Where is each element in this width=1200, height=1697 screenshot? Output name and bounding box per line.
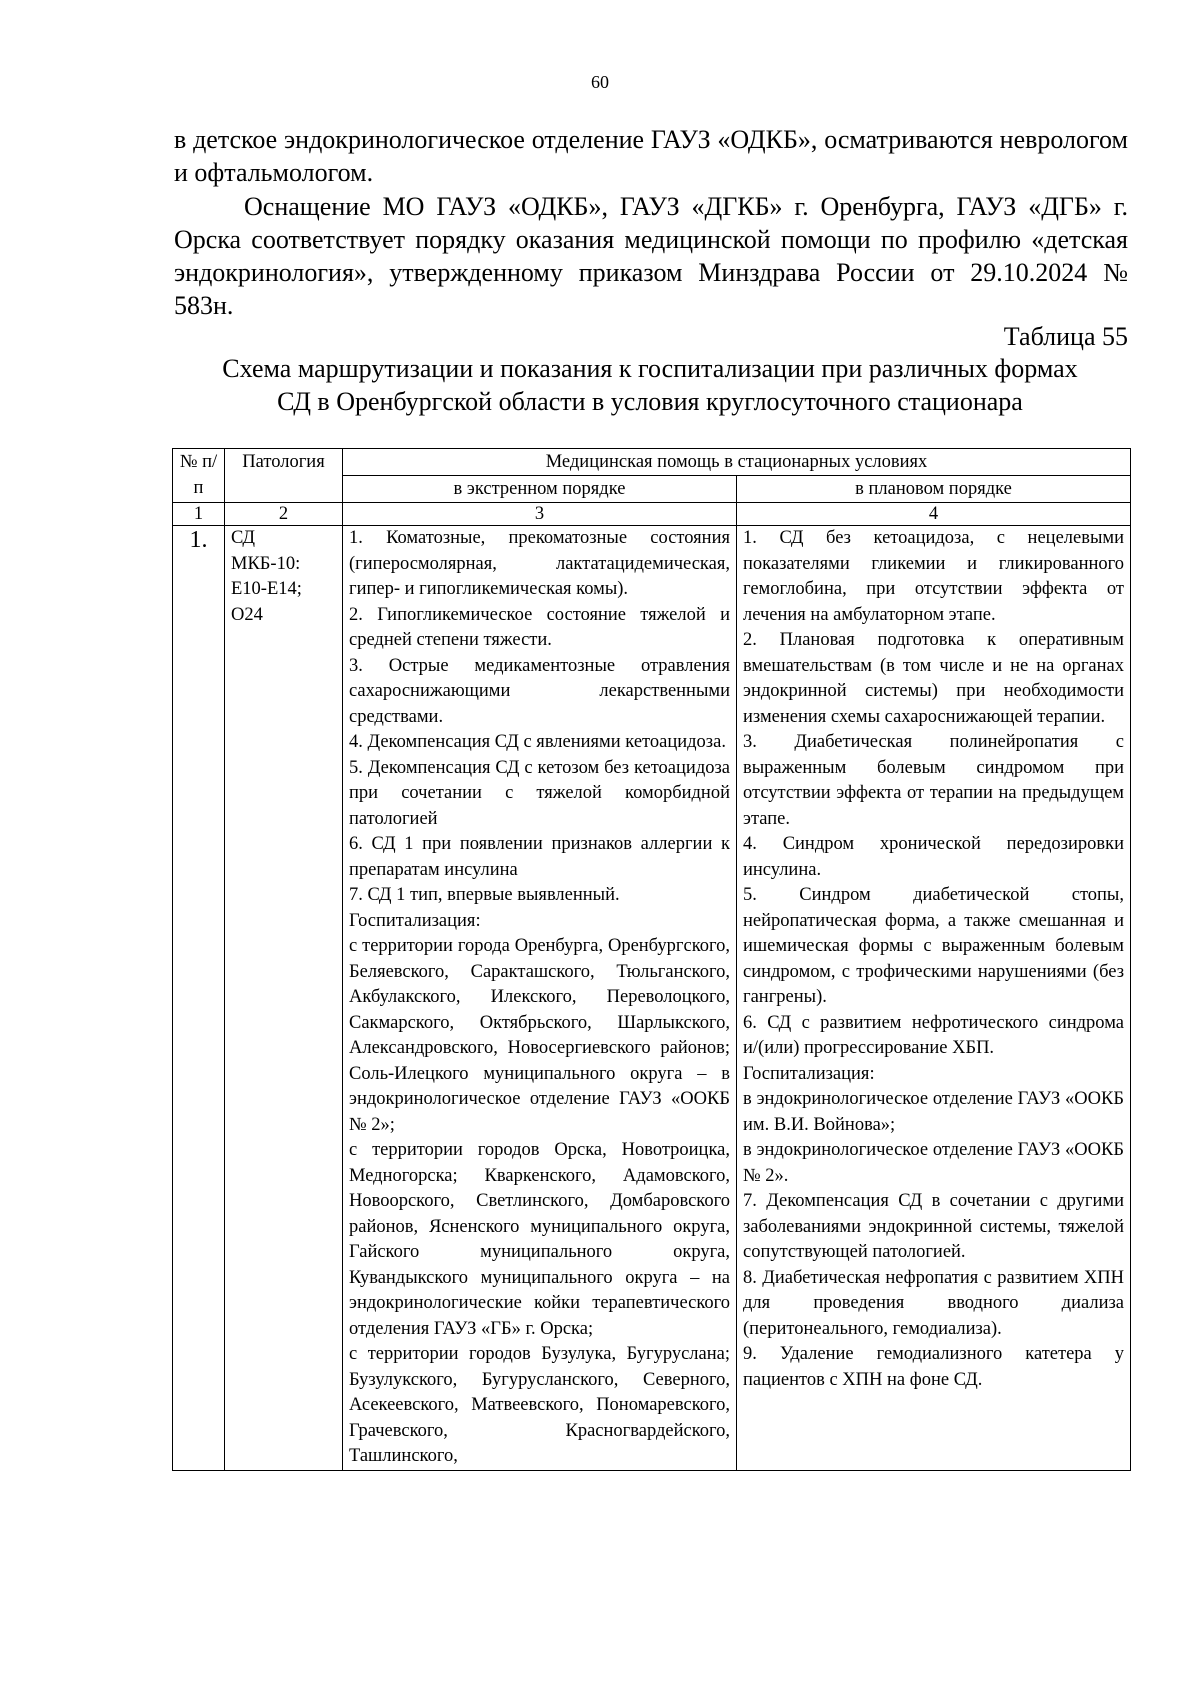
header-num: № п/п <box>173 449 225 503</box>
table-row <box>173 526 1131 1471</box>
emergency-item: 1. Коматозные, прекоматозные состояния (гиперосмолярная, лактатацидемическая, гипер- и гипогликемическая комы). <box>349 528 730 599</box>
emergency-item: с территории городов Бузулука, Бугуруслана; Бузулукского, Бугурусланского, Северного, Асекеевского, Матвеевского, Пономаревского, Грачевского, Красногвардейского, Ташлинского, <box>349 1344 730 1466</box>
paragraph-2: Оснащение МО ГАУЗ «ОДКБ», ГАУЗ «ДГКБ» г. Оренбурга, ГАУЗ «ДГБ» г. Орска соответствует порядку оказания медицинской помощи по профилю «детская эндокринология», утвержденному приказом Минздрава России от 29.10.2024 № 583н. <box>174 192 1128 320</box>
planned-item: 5. Синдром диабетической стопы, нейропатическая форма, а также смешанная и ишемическая формы с выраженным болевым синдромом, с трофическими нарушениями (без гангрены). <box>743 885 1124 1007</box>
emergency-item: 2. Гипогликемическое состояние тяжелой и средней степени тяжести. <box>349 604 730 650</box>
table-title-line-1: Схема маршрутизации и показания к госпитализации при различных формах <box>222 354 1078 383</box>
column-number: 3 <box>343 503 737 526</box>
emergency-item: Госпитализация: <box>349 910 481 931</box>
emergency-item: 5. Декомпенсация СД с кетозом без кетоацидоза при сочетании с тяжелой коморбидной патологией <box>349 757 730 829</box>
planned-item: в эндокринологическое отделение ГАУЗ «ООКБ № 2». <box>743 1140 1124 1186</box>
pathology-line: Е10-Е14; <box>231 579 302 599</box>
planned-item: 9. Удаление гемодиализного катетера у пациентов с ХПН на фоне СД. <box>743 1344 1124 1390</box>
column-number: 2 <box>225 503 343 526</box>
pathology-cell <box>225 526 343 1471</box>
table-label: Таблица 55 <box>1003 322 1128 351</box>
pathology-line: СД <box>231 528 256 548</box>
table-title-line-2: СД в Оренбургской области в условия круглосуточного стационара <box>277 387 1023 416</box>
column-number: 1 <box>173 503 225 526</box>
header-emergency: в экстренном порядке <box>343 476 737 503</box>
header-pathology: Патология <box>225 449 343 503</box>
planned-item: Госпитализация: <box>743 1063 875 1084</box>
paragraph-1: в детское эндокринологическое отделение ГАУЗ «ОДКБ», осматриваются неврологом и офтальмологом. <box>174 125 1128 187</box>
pathology-line: О24 <box>231 604 263 625</box>
column-number-row <box>173 503 1131 526</box>
planned-cell <box>737 526 1131 1471</box>
row-number: 1. <box>173 526 225 1471</box>
planned-item: 7. Декомпенсация СД в сочетании с другими заболеваниями эндокринной системы, тяжелой сопутствующей патологией. <box>743 1191 1124 1262</box>
planned-item: в эндокринологическое отделение ГАУЗ «ООКБ им. В.И. Войнова»; <box>743 1089 1124 1135</box>
emergency-item: с территории города Оренбурга, Оренбургского, Беляевского, Саракташского, Тюльганского, Акбулакского, Илекского, Переволоцкого, Сакмарского, Октябрьского, Шарлыкского, Александровского, Новосергиевского районов; Соль-Илецкого муниципального округа – в эндокринологическое отделение ГАУЗ «ООКБ № 2»; <box>349 936 730 1135</box>
page-number: 60 <box>591 72 609 92</box>
header-planned: в плановом порядке <box>737 476 1131 503</box>
pathology-line: МКБ-10: <box>231 553 301 574</box>
planned-item: 4. Синдром хронической передозировки инсулина. <box>743 834 1124 880</box>
table-title <box>150 352 1150 418</box>
planned-item: 8. Диабетическая нефропатия с развитием ХПН для проведения вводного диализа (перитонеального, гемодиализа). <box>743 1267 1124 1339</box>
emergency-item: с территории городов Орска, Новотроицка, Медногорска; Кваркенского, Адамовского, Новоорского, Светлинского, Домбаровского районов, Ясненского муниципального округа, Гайского муниципального округа, Кувандыкского муниципального округа – на эндокринологические койки терапевтического отделения ГАУЗ «ГБ» г. Орска; <box>349 1140 730 1339</box>
emergency-item: 3. Острые медикаментозные отравления сахароснижающими лекарственными средствами. <box>349 655 730 727</box>
emergency-cell <box>343 526 737 1471</box>
planned-item: 3. Диабетическая полинейропатия с выраженным болевым синдромом при отсутствии эффекта от терапии на предыдущем этапе. <box>743 732 1124 829</box>
emergency-item: 6. СД 1 при появлении признаков аллергии к препаратам инсулина <box>349 834 730 880</box>
planned-item: 2. Плановая подготовка к оперативным вмешательствам (в том числе и не на органах эндокринной системы) при необходимости изменения схемы сахароснижающей терапии. <box>743 630 1124 727</box>
routing-table <box>172 448 1131 1471</box>
column-number: 4 <box>737 503 1131 526</box>
emergency-item: 7. СД 1 тип, впервые выявленный. <box>349 885 620 905</box>
planned-item: 1. СД без кетоацидоза, с нецелевыми показателями гликемии и гликированного гемоглобина, при отсутствии эффекта от лечения на амбулаторном этапе. <box>743 528 1124 625</box>
header-care: Медицинская помощь в стационарных условиях <box>343 449 1131 476</box>
emergency-item: 4. Декомпенсация СД с явлениями кетоацидоза. <box>349 732 726 752</box>
planned-item: 6. СД с развитием нефротического синдрома и/(или) прогрессирование ХБП. <box>743 1012 1124 1058</box>
